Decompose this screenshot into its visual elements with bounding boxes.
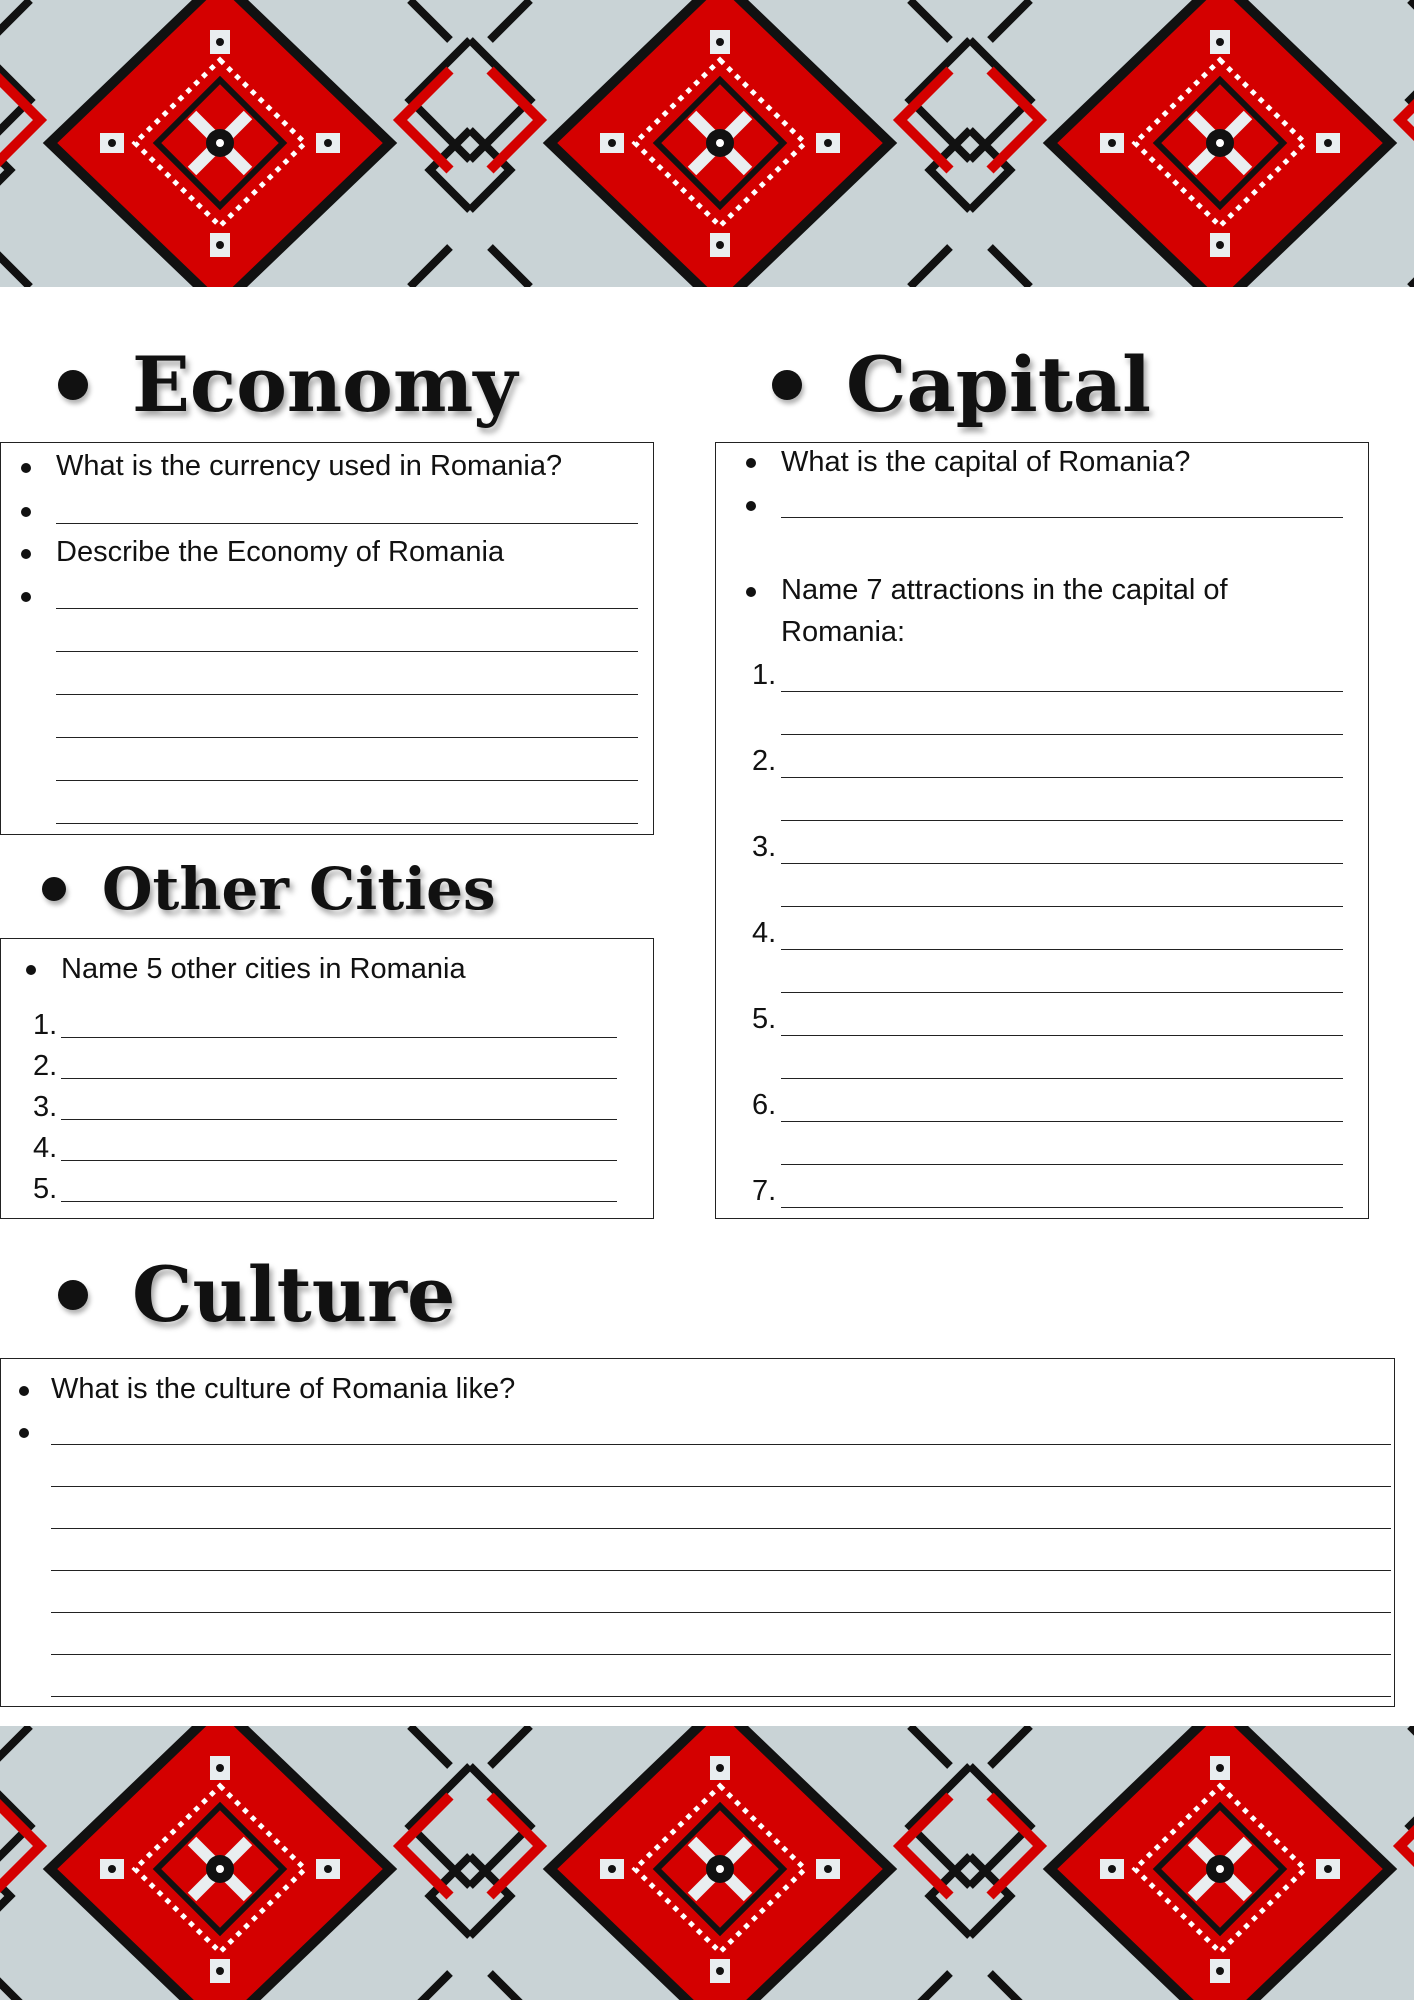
capital-question: What is the capital of Romania? <box>781 446 1191 478</box>
bullet-icon <box>746 587 756 597</box>
culture-question: What is the culture of Romania like? <box>51 1373 516 1405</box>
answer-line[interactable] <box>51 1444 1391 1445</box>
answer-line[interactable] <box>781 517 1343 518</box>
attraction-number: 6. <box>752 1089 777 1121</box>
answer-line[interactable] <box>56 694 638 695</box>
answer-line[interactable] <box>51 1696 1391 1697</box>
answer-line[interactable] <box>781 734 1343 735</box>
capital-box <box>715 442 1369 1219</box>
answer-line[interactable] <box>781 820 1343 821</box>
answer-line[interactable] <box>56 737 638 738</box>
answer-line[interactable] <box>781 1121 1343 1122</box>
culture-heading <box>58 1250 455 1339</box>
answer-line[interactable] <box>51 1528 1391 1529</box>
answer-line[interactable] <box>781 1164 1343 1165</box>
answer-line[interactable] <box>61 1160 617 1161</box>
bullet-icon <box>42 877 66 901</box>
folk-pattern-banner-bottom <box>0 1726 1414 2000</box>
answer-line[interactable] <box>56 780 638 781</box>
city-number: 5. <box>33 1173 58 1205</box>
bullet-icon <box>21 549 31 559</box>
answer-line[interactable] <box>61 1201 617 1202</box>
attraction-number: 4. <box>752 917 777 949</box>
capital-title: Capital <box>846 340 1151 429</box>
answer-line[interactable] <box>781 906 1343 907</box>
economy-title: Economy <box>132 340 518 429</box>
other-cities-title: Other Cities <box>102 855 496 923</box>
economy-box <box>0 442 654 835</box>
culture-box <box>0 1358 1395 1707</box>
city-number: 3. <box>33 1091 58 1123</box>
culture-title: Culture <box>132 1250 456 1339</box>
answer-line[interactable] <box>781 777 1343 778</box>
bullet-icon <box>26 965 36 975</box>
bullet-icon <box>746 501 756 511</box>
bullet-icon <box>58 1280 88 1310</box>
city-number: 4. <box>33 1132 58 1164</box>
economy-heading <box>58 340 517 429</box>
bullet-icon <box>58 370 88 400</box>
answer-line[interactable] <box>61 1119 617 1120</box>
answer-line[interactable] <box>61 1037 617 1038</box>
answer-line[interactable] <box>56 651 638 652</box>
folk-pattern-banner-top <box>0 0 1414 287</box>
answer-line[interactable] <box>781 1035 1343 1036</box>
answer-line[interactable] <box>781 1207 1343 1208</box>
answer-line[interactable] <box>56 823 638 824</box>
capital-attractions-question: Name 7 attractions in the capital of <box>781 574 1228 606</box>
attraction-number: 1. <box>752 659 777 691</box>
bullet-icon <box>746 458 756 468</box>
answer-line[interactable] <box>781 1078 1343 1079</box>
other-cities-question: Name 5 other cities in Romania <box>61 953 466 985</box>
attraction-number: 2. <box>752 745 777 777</box>
bullet-icon <box>772 370 802 400</box>
answer-line[interactable] <box>56 608 638 609</box>
bullet-icon <box>21 463 31 473</box>
bullet-icon <box>19 1386 29 1396</box>
answer-line[interactable] <box>781 691 1343 692</box>
answer-line[interactable] <box>51 1654 1391 1655</box>
other-cities-box <box>0 938 654 1219</box>
answer-line[interactable] <box>51 1570 1391 1571</box>
city-number: 1. <box>33 1009 58 1041</box>
capital-heading <box>772 340 1151 429</box>
economy-question-describe: Describe the Economy of Romania <box>56 536 505 568</box>
answer-line[interactable] <box>781 992 1343 993</box>
answer-line[interactable] <box>56 523 638 524</box>
bullet-icon <box>21 507 31 517</box>
bullet-icon <box>19 1428 29 1438</box>
answer-line[interactable] <box>61 1078 617 1079</box>
other-cities-heading <box>42 855 496 923</box>
attraction-number: 5. <box>752 1003 777 1035</box>
economy-question-currency: What is the currency used in Romania? <box>56 450 563 482</box>
city-number: 2. <box>33 1050 58 1082</box>
bullet-icon <box>21 592 31 602</box>
answer-line[interactable] <box>781 949 1343 950</box>
capital-attractions-question-cont: Romania: <box>781 616 906 648</box>
answer-line[interactable] <box>781 863 1343 864</box>
attraction-number: 7. <box>752 1175 777 1207</box>
answer-line[interactable] <box>51 1612 1391 1613</box>
answer-line[interactable] <box>51 1486 1391 1487</box>
attraction-number: 3. <box>752 831 777 863</box>
